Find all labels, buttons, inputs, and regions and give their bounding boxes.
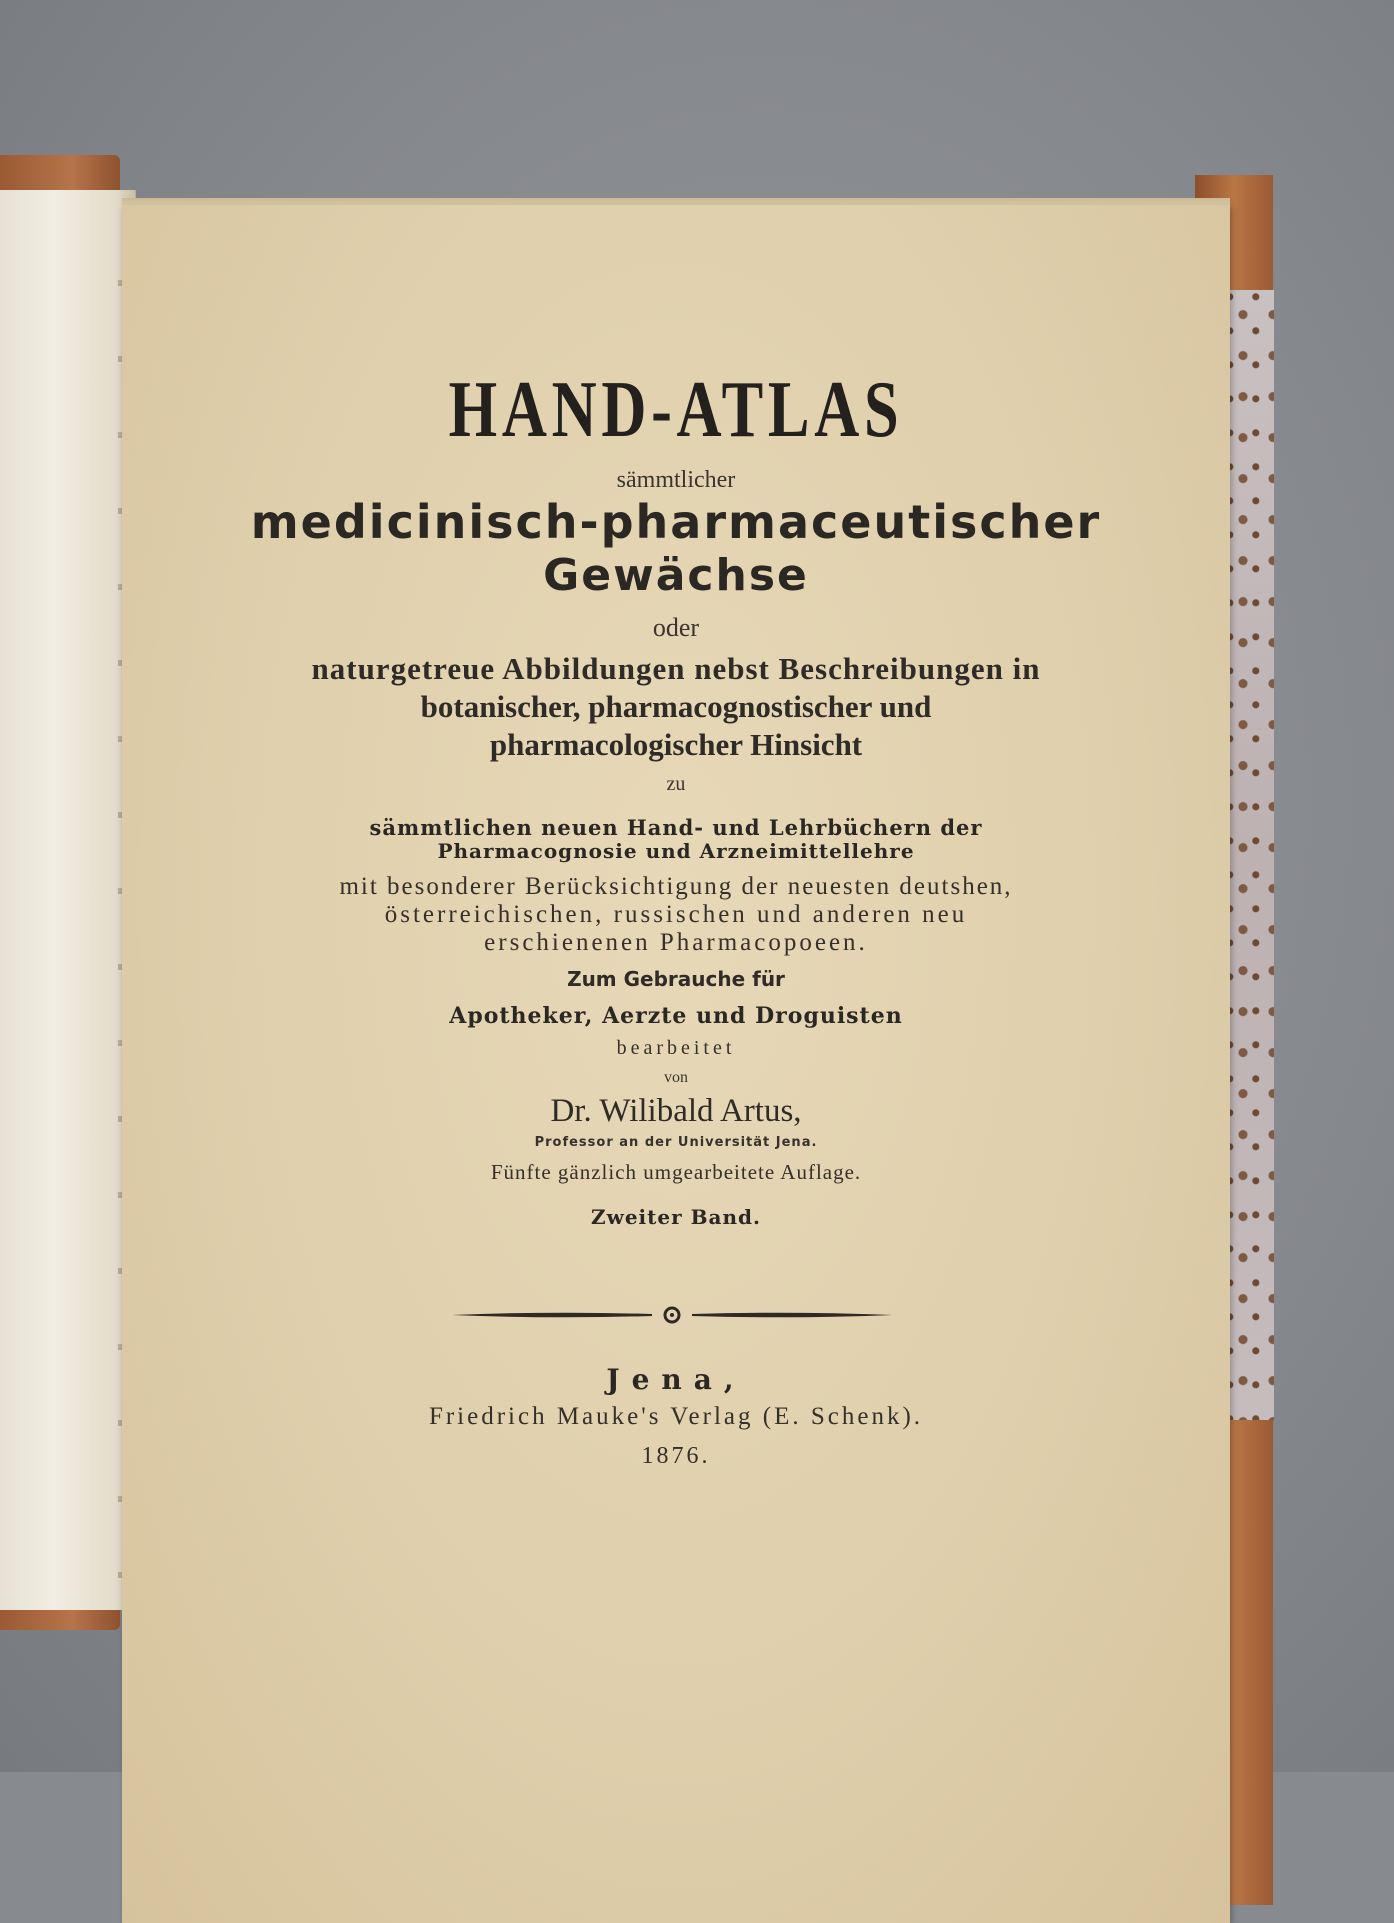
edition-line: Fünfte gänzlich umgearbeitete Auflage. [490,1160,862,1184]
focus-line-3: erschienenen Pharmacopoeen. [484,929,868,956]
subtitle-line-2: Gewächse [543,550,809,601]
books-line-1: sämmtlichen neuen Hand- und Lehrbüchern der [369,815,983,840]
focus-line-1: mit besonderer Berücksichtigung der neuesten deutshen, [339,873,1013,900]
author-name: Dr. Wilibald Artus, [550,1093,802,1129]
description-line-1: naturgetreue Abbildungen nebst Beschreibungen in [311,651,1041,686]
main-title: HAND-ATLAS [448,366,904,454]
use-line: Zum Gebrauche für [567,967,785,991]
line-saemmtlicher: sämmtlicher [616,467,736,493]
line-oder: oder [652,613,700,642]
ornamental-rule [452,1305,892,1325]
description-line-2: botanischer, pharmacognostischer und [420,689,932,724]
description-line-3: pharmacologischer Hinsicht [489,727,863,762]
title-page [122,205,1230,1923]
audience-line: Apotheker, Aerzte und Droguisten [449,1003,903,1029]
line-von: von [664,1069,688,1086]
flyleaf-page [0,190,136,1610]
focus-line-2: österreichischen, russischen und anderen neu [384,901,968,928]
year-line: 1876. [641,1443,711,1469]
author-title: Professor an der Universität Jena. [534,1135,818,1150]
city-line: Jena, [606,1363,746,1396]
line-bearbeitet: bearbeitet [616,1037,736,1059]
subtitle-line-1: medicinisch-pharmaceutischer [250,495,1102,549]
line-zu: zu [666,773,686,795]
books-line-2: Pharmacognosie und Arzneimittellehre [437,839,915,863]
volume-line: Zweiter Band. [591,1205,761,1229]
publisher-line: Friedrich Mauke's Verlag (E. Schenk). [428,1403,924,1430]
